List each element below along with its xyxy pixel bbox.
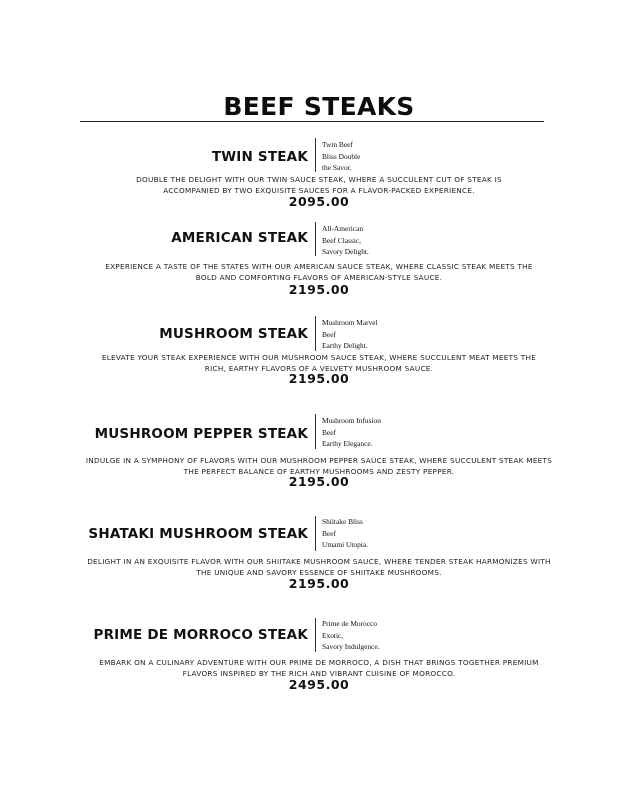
item-tags xyxy=(322,516,368,551)
title-divider xyxy=(80,121,544,122)
page-title: BEEF STEAKS xyxy=(223,92,415,121)
description-line: ELEVATE YOUR STEAK EXPERIENCE WITH OUR MUSHROOM SAUCE STEAK, WHERE SUCCULENT MEAT MEETS THE xyxy=(101,353,537,362)
tag-divider xyxy=(315,138,316,172)
description-line: FLAVORS INSPIRED BY THE RICH AND VIBRANT CUISINE OF MOROCCO. xyxy=(182,669,456,678)
tag-line: Shiitake Bliss xyxy=(322,517,363,526)
tag-line: Mushroom Marvel xyxy=(322,318,378,327)
tag-line: Savory Delight. xyxy=(322,247,369,256)
item-name: PRIME DE MORROCO STEAK xyxy=(93,627,308,643)
tag-line: Savory Indulgence. xyxy=(322,642,380,651)
item-price: 2195.00 xyxy=(288,576,350,591)
description-line: INDULGE IN A SYMPHONY OF FLAVORS WITH OUR MUSHROOM PEPPER SAUCE STEAK, WHERE SUCCULENT STEAK MEETS xyxy=(85,456,553,465)
item-tags xyxy=(322,139,360,174)
tag-line: Exotic, xyxy=(322,630,344,640)
item-tags xyxy=(322,223,369,258)
item-name: MUSHROOM STEAK xyxy=(159,326,308,342)
tag-line: Beef Classic, xyxy=(322,235,361,245)
item-description xyxy=(0,556,638,578)
item-tags xyxy=(322,415,381,450)
tag-line: Umami Utopia. xyxy=(322,540,368,549)
item-price: 2195.00 xyxy=(288,371,350,386)
item-description xyxy=(0,657,638,679)
tag-line: Prime de Morocco xyxy=(322,619,378,628)
item-name: TWIN STEAK xyxy=(211,149,308,165)
description-line: THE PERFECT BALANCE OF EARTHY MUSHROOMS AND ZESTY PEPPER. xyxy=(183,467,455,476)
tag-line: All-American xyxy=(322,224,364,233)
description-line: THE UNIQUE AND SAVORY ESSENCE OF SHIITAKE MUSHROOMS. xyxy=(196,568,442,577)
tag-divider xyxy=(315,222,316,256)
tag-line: Beef xyxy=(322,427,336,437)
description-line: ACCOMPANIED BY TWO EXQUISITE SAUCES FOR A FLAVOR-PACKED EXPERIENCE. xyxy=(163,186,475,195)
tag-line: Earthy Delight. xyxy=(322,341,368,350)
tag-line: Beef xyxy=(322,528,336,538)
tag-line: Twin Beef xyxy=(322,140,353,149)
item-tags xyxy=(322,317,378,352)
tag-line: Mushroom Infusion xyxy=(322,416,381,425)
item-description xyxy=(0,261,638,283)
tag-line: Earthy Elegance. xyxy=(322,439,373,448)
item-price: 2195.00 xyxy=(288,474,350,489)
description-line: EMBARK ON A CULINARY ADVENTURE WITH OUR PRIME DE MORROCO, A DISH THAT BRINGS TOGETHER PREMIUM xyxy=(99,658,539,667)
tag-line: Bliss Double xyxy=(322,151,361,161)
item-name: MUSHROOM PEPPER STEAK xyxy=(94,426,308,442)
description-line: EXPERIENCE A TASTE OF THE STATES WITH OUR AMERICAN SAUCE STEAK, WHERE CLASSIC STEAK MEETS THE xyxy=(105,262,533,271)
item-price: 2495.00 xyxy=(288,677,350,692)
tag-divider xyxy=(315,516,316,551)
item-name: AMERICAN STEAK xyxy=(171,230,308,246)
tag-divider xyxy=(315,618,316,652)
description-line: BOLD AND COMFORTING FLAVORS OF AMERICAN-STYLE SAUCE. xyxy=(195,273,443,282)
item-name: SHATAKI MUSHROOM STEAK xyxy=(88,526,308,542)
description-line: DELIGHT IN AN EXQUISITE FLAVOR WITH OUR SHIITAKE MUSHROOM SAUCE, WHERE TENDER STEAK HARMONIZES WITH xyxy=(87,557,551,566)
item-price: 2095.00 xyxy=(288,194,350,209)
item-tags xyxy=(322,618,379,653)
tag-divider xyxy=(315,414,316,449)
tag-line: the Savor. xyxy=(322,163,352,172)
description-line: DOUBLE THE DELIGHT WITH OUR TWIN SAUCE STEAK, WHERE A SUCCULENT CUT OF STEAK IS xyxy=(136,175,502,184)
tag-line: Beef xyxy=(322,329,336,339)
description-line: RICH, EARTHY FLAVORS OF A VELVETY MUSHROOM SAUCE. xyxy=(204,364,434,373)
item-price: 2195.00 xyxy=(288,282,350,297)
tag-divider xyxy=(315,316,316,351)
item-description xyxy=(0,174,638,196)
